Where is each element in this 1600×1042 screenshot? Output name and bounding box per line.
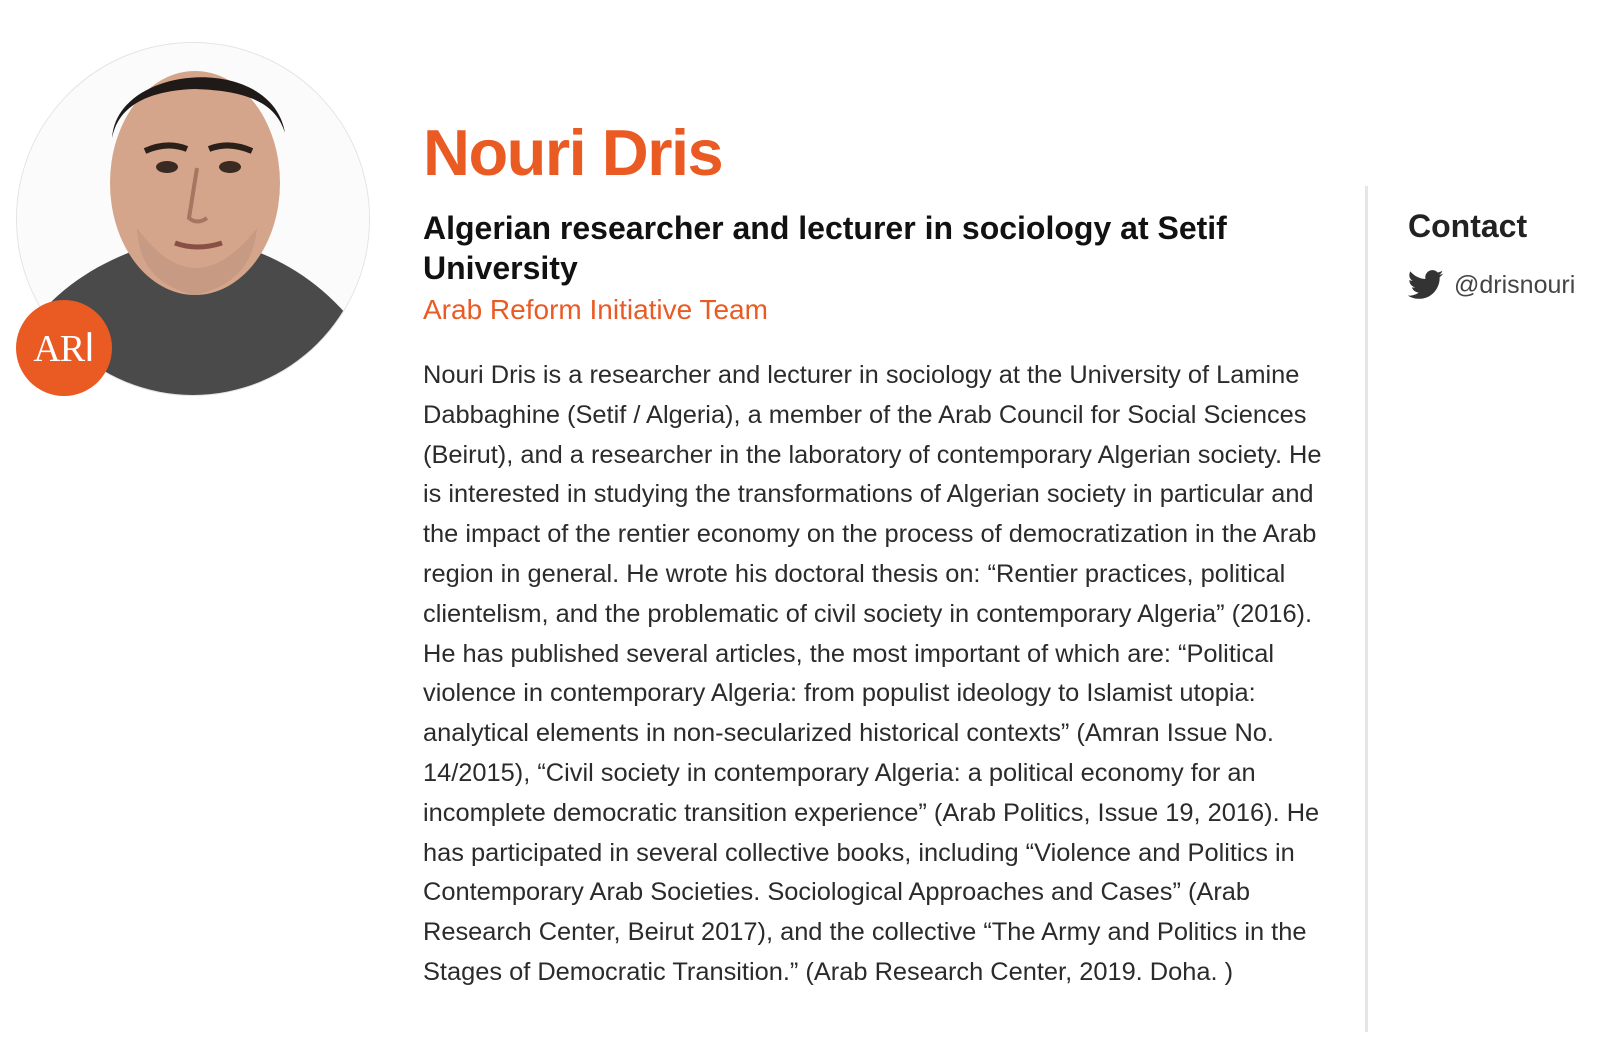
arab-reform-initiative-logo: ARا bbox=[16, 300, 112, 396]
profile-name: Nouri Dris bbox=[423, 116, 723, 189]
contact-section bbox=[1408, 206, 1598, 300]
twitter-contact-link[interactable] bbox=[1408, 270, 1598, 300]
profile-main bbox=[423, 112, 1323, 993]
contact-heading: Contact bbox=[1408, 208, 1528, 244]
twitter-icon bbox=[1408, 270, 1444, 300]
vertical-divider bbox=[1365, 186, 1368, 1032]
profile-bio: Nouri Dris is a researcher and lecturer in sociology at the University of Lamine Dabbaghine (Setif / Algeria), a member of the Arab Council for Social Sciences (Beirut), and a researcher in the laboratory of contemporary Algerian society. He is interested in studying the transformations of Algerian society in particular and the impact of the rentier economy on the process of democratization in the Arab region in general. He wrote his doctoral thesis on: “Rentier practices, political clientelism, and the problematic of civil society in contemporary Algeria” (2016). He has published several articles, the most important of which are: “Political violence in contemporary Algeria: from populist ideology to Islamist utopia: analytical elements in non-secularized historical contexts” (Amran Issue No. 14/2015), “Civil society in contemporary Algeria: a political economy for an incomplete democratic transition experience” (Arab Politics, Issue 19, 2016). He has participated in several collective books, including “Violence and Politics in Contemporary Arab Societies. Sociological Approaches and Cases” (Arab Research Center, Beirut 2017), and the collective “The Army and Politics in the Stages of Democratic Transition.” (Arab Research Center, 2019. Doha. ) bbox=[423, 361, 1322, 986]
twitter-handle[interactable]: @drisnouri bbox=[1454, 270, 1576, 299]
profile-photo-container bbox=[16, 42, 370, 396]
profile-role: Algerian researcher and lecturer in sociology at Setif University bbox=[423, 210, 1227, 286]
team-link[interactable]: Arab Reform Initiative Team bbox=[423, 294, 768, 325]
